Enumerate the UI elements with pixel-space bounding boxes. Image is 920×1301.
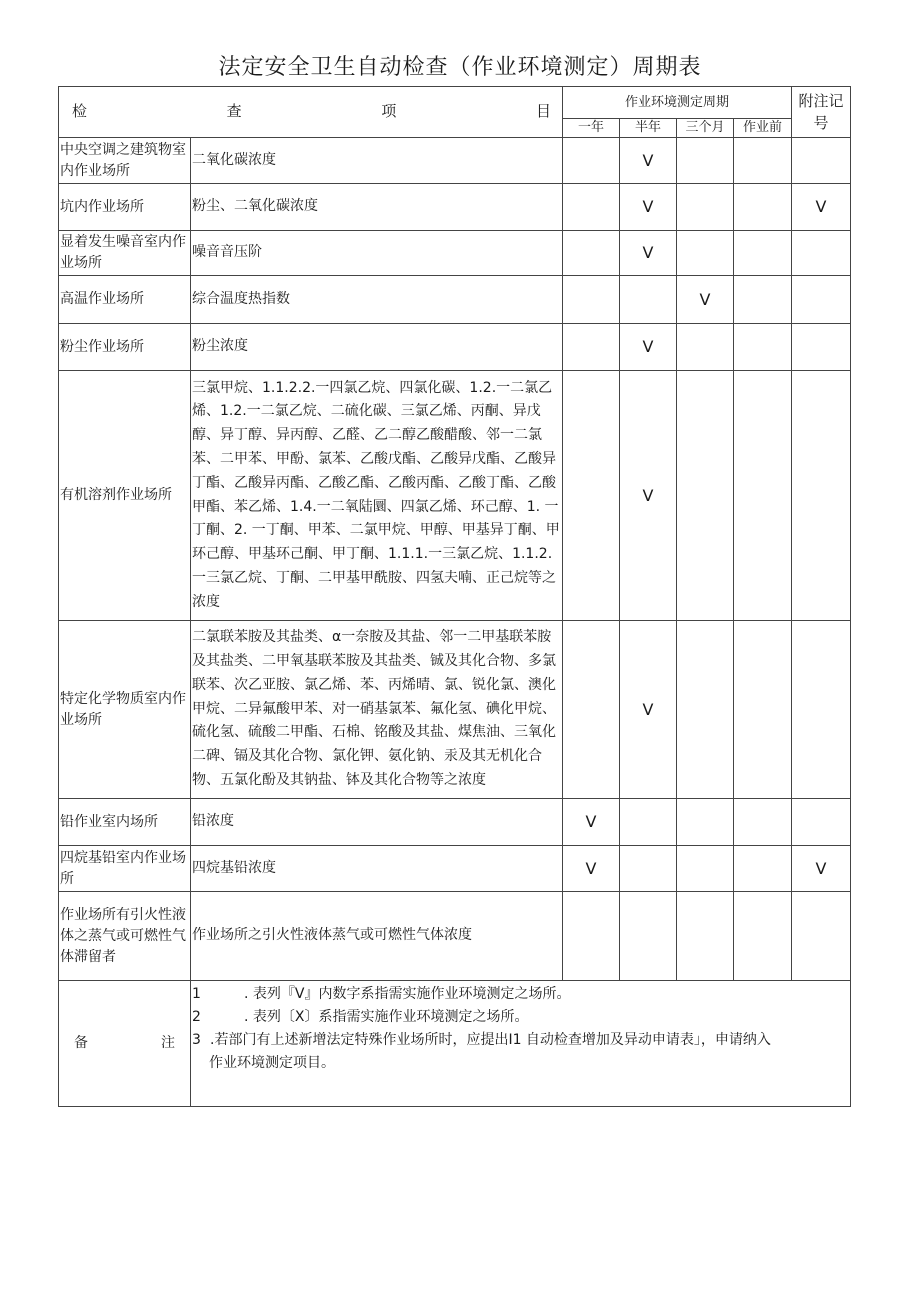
mark-cell: V <box>620 621 677 799</box>
table-row <box>59 184 851 231</box>
mark-cell <box>563 276 620 324</box>
remarks-label-cell <box>59 981 191 1107</box>
mark-cell <box>734 621 792 799</box>
remark-text: . 表列〔X〕系指需实施作业环境测定之场所。 <box>244 1009 529 1025</box>
header-row <box>59 87 851 119</box>
workplace-cell: 作业场所有引火性液体之蒸气或可燃性气体滞留者 <box>59 892 191 981</box>
table-row <box>59 231 851 276</box>
mark-cell <box>677 621 734 799</box>
mark-cell <box>734 138 792 184</box>
mark-cell <box>620 846 677 892</box>
mark-cell <box>563 892 620 981</box>
mark-cell <box>563 324 620 371</box>
mark-cell <box>620 892 677 981</box>
remark-line <box>192 1006 849 1029</box>
mark-cell <box>677 324 734 371</box>
workplace-cell: 铅作业室内场所 <box>59 799 191 846</box>
measurement-item-cell: 铅浓度 <box>191 799 563 846</box>
inspection-table <box>58 86 851 1107</box>
mark-cell <box>734 371 792 621</box>
measurement-item-cell: 粉尘浓度 <box>191 324 563 371</box>
mark-cell <box>734 276 792 324</box>
table-row <box>59 324 851 371</box>
table-row <box>59 276 851 324</box>
note-mark-cell <box>792 621 851 799</box>
header-period-1: 一年 <box>563 119 620 138</box>
mark-cell <box>620 799 677 846</box>
remarks-content <box>191 981 851 1107</box>
note-mark-cell <box>792 324 851 371</box>
page-title: 法定安全卫生自动检查（作业环境测定）周期表 <box>218 55 702 80</box>
remark-number: 3 <box>192 1032 201 1048</box>
mark-cell <box>563 184 620 231</box>
remarks-row <box>59 981 851 1107</box>
mark-cell: V <box>620 231 677 276</box>
remark-number: 2 <box>192 1009 201 1025</box>
header-note-label: 附注记号 <box>792 87 851 138</box>
mark-cell <box>677 184 734 231</box>
header-period-title: 作业环境测定周期 <box>563 87 792 119</box>
workplace-cell: 坑内作业场所 <box>59 184 191 231</box>
mark-cell: V <box>620 138 677 184</box>
mark-cell <box>734 799 792 846</box>
mark-cell <box>563 138 620 184</box>
measurement-item-cell: 粉尘、二氧化碳浓度 <box>191 184 563 231</box>
measurement-item-cell: 二氯联苯胺及其盐类、α一奈胺及其盐、邻一二甲基联苯胺及其盐类、二甲氧基联苯胺及其盐类、铖及其化合物、多氯联苯、次乙亚胺、氯乙烯、苯、丙烯晴、氯、锐化氯、澳化甲烷、二异氟酸甲苯、对一硝基氯苯、氟化氢、碘化甲烷、硫化氢、硫酸二甲酯、石棉、铭酸及其盐、煤焦油、三氧化二碑、镉及其化合物、氯化钾、氨化钠、汞及其无机化合物、五氯化酚及其钠盐、钵及其化合物等之浓度 <box>191 621 563 799</box>
mark-cell <box>677 799 734 846</box>
mark-cell <box>563 371 620 621</box>
note-mark-cell: V <box>792 184 851 231</box>
header-item-char: 检 <box>72 102 88 121</box>
note-mark-cell <box>792 371 851 621</box>
mark-cell: V <box>620 324 677 371</box>
mark-cell <box>734 846 792 892</box>
measurement-item-cell: 二氧化碳浓度 <box>191 138 563 184</box>
note-mark-cell <box>792 892 851 981</box>
workplace-cell: 高温作业场所 <box>59 276 191 324</box>
mark-cell <box>563 621 620 799</box>
workplace-cell: 显着发生噪音室内作业场所 <box>59 231 191 276</box>
remark-text: . 表列『V』内数字系指需实施作业环境测定之场所。 <box>244 986 571 1002</box>
mark-cell <box>620 276 677 324</box>
measurement-item-cell: 四烷基铅浓度 <box>191 846 563 892</box>
header-period-2: 半年 <box>620 119 677 138</box>
note-mark-cell <box>792 799 851 846</box>
remark-line <box>192 983 849 1006</box>
table-row <box>59 846 851 892</box>
mark-cell <box>677 892 734 981</box>
mark-cell: V <box>620 184 677 231</box>
measurement-item-cell: 综合温度热指数 <box>191 276 563 324</box>
mark-cell: V <box>677 276 734 324</box>
remarks-label-char: 备 <box>74 1034 88 1051</box>
mark-cell <box>734 184 792 231</box>
header-period-3: 三个月 <box>677 119 734 138</box>
measurement-item-cell: 三氯甲烷、1.1.2.2.一四氯乙烷、四氯化碳、1.2.一二氯乙烯、1.2.一二氯乙烷、二硫化碳、三氯乙烯、丙酮、异戊醇、异丁醇、异丙醇、乙醛、乙二醇乙酸醋酸、邻一二氯苯、二甲苯、甲酚、氯苯、乙酸戊酯、乙酸异戊酯、乙酸异丁酯、乙酸异丙酯、乙酸乙酯、乙酸丙酯、乙酸丁酯、乙酸甲酯、苯乙烯、1.4.一二氧陆圜、四氯乙烯、环己醇、1. 一丁酮、2. 一丁酮、甲苯、二氯甲烷、甲醇、甲基异丁酮、甲环己醇、甲基环己酮、甲丁酮、1.1.1.一三氯乙烷、1.1.2.一三氯乙烷、丁酮、二甲基甲酰胺、四氢夫喃、正己烷等之浓度 <box>191 371 563 621</box>
mark-cell <box>677 846 734 892</box>
note-mark-cell <box>792 138 851 184</box>
header-item-char: 目 <box>535 102 551 121</box>
mark-cell <box>563 231 620 276</box>
table-row <box>59 138 851 184</box>
workplace-cell: 粉尘作业场所 <box>59 324 191 371</box>
mark-cell <box>734 892 792 981</box>
measurement-item-cell: 噪音音压阶 <box>191 231 563 276</box>
header-inspection-item <box>59 87 563 138</box>
table-row <box>59 371 851 621</box>
mark-cell <box>677 138 734 184</box>
remarks-label-char: 注 <box>161 1034 175 1051</box>
remark-continuation: 作业环境测定项目。 <box>209 1055 335 1071</box>
mark-cell: V <box>563 799 620 846</box>
remark-text: .若部门有上述新增法定特殊作业场所时，应提出I1 自动检查增加及异动申请表」，申请纳入 <box>210 1032 771 1048</box>
note-mark-cell <box>792 276 851 324</box>
header-item-char: 项 <box>381 102 397 121</box>
mark-cell <box>734 231 792 276</box>
mark-cell: V <box>563 846 620 892</box>
workplace-cell: 有机溶剂作业场所 <box>59 371 191 621</box>
mark-cell <box>734 324 792 371</box>
mark-cell <box>677 231 734 276</box>
header-item-char: 查 <box>226 102 242 121</box>
workplace-cell: 四烷基铅室内作业场所 <box>59 846 191 892</box>
note-mark-cell: V <box>792 846 851 892</box>
table-row <box>59 892 851 981</box>
table-row <box>59 621 851 799</box>
workplace-cell: 中央空调之建筑物室内作业场所 <box>59 138 191 184</box>
mark-cell: V <box>620 371 677 621</box>
remark-line <box>192 1029 849 1052</box>
table-row <box>59 799 851 846</box>
workplace-cell: 特定化学物质室内作业场所 <box>59 621 191 799</box>
remark-number: 1 <box>192 986 201 1002</box>
note-mark-cell <box>792 231 851 276</box>
header-period-4: 作业前 <box>734 119 792 138</box>
mark-cell <box>677 371 734 621</box>
measurement-item-cell: 作业场所之引火性液体蒸气或可燃性气体浓度 <box>191 892 563 981</box>
